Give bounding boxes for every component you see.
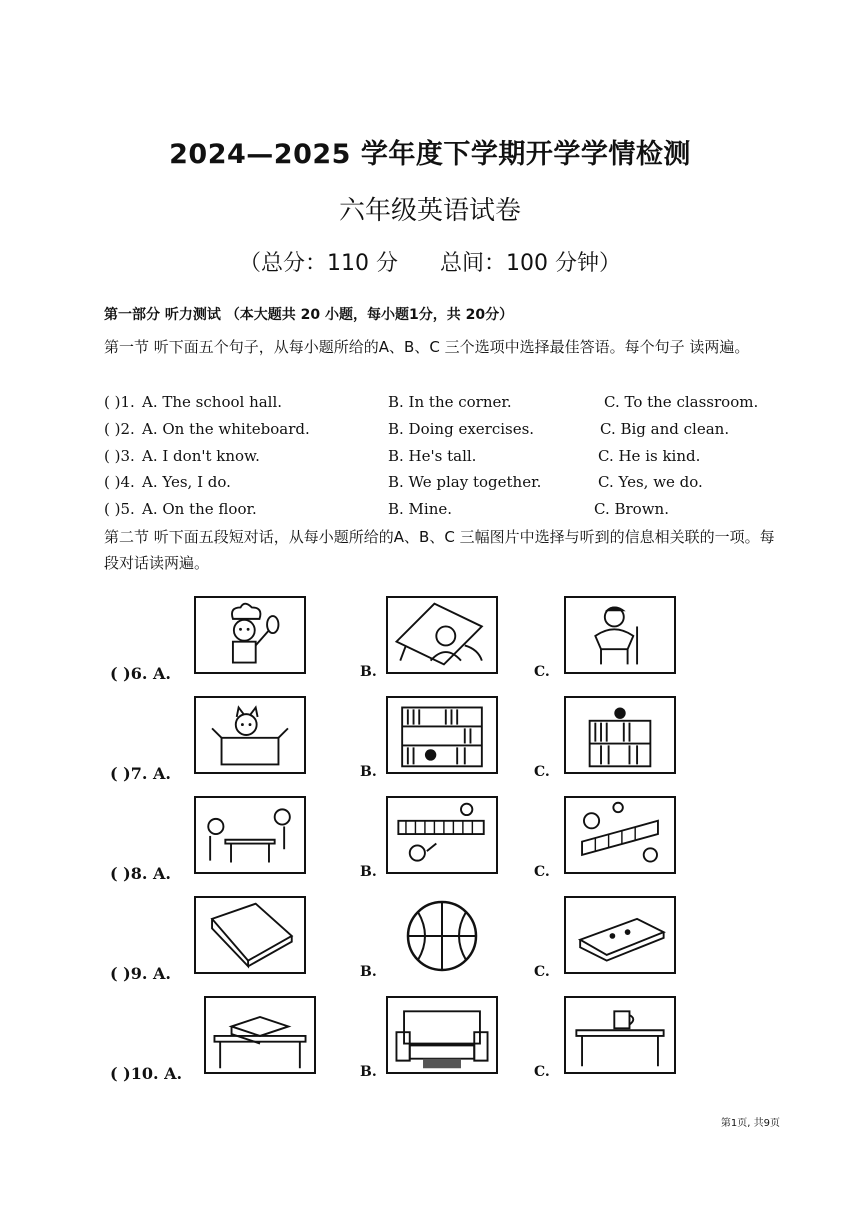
option-c-label: C. [534, 664, 550, 680]
option-a: A. Yes, I do. [142, 473, 231, 491]
sofa-icon[interactable] [386, 996, 498, 1074]
option-c: C. Yes, we do. [598, 473, 703, 491]
answer-blank[interactable]: ( )8. A. [110, 864, 171, 883]
picture-question-row [104, 596, 804, 696]
page-number: 第1页, 共9页 [720, 1118, 780, 1129]
option-a: A. I don't know. [142, 447, 260, 465]
badminton-icon[interactable] [386, 796, 498, 874]
question-row [104, 500, 804, 526]
option-c-label: C. [534, 864, 550, 880]
option-b-label: B. [360, 964, 377, 980]
worker-icon[interactable] [564, 596, 676, 674]
ping-pong-icon[interactable] [194, 796, 306, 874]
option-c: C. Brown. [594, 500, 669, 518]
boy-painting-icon[interactable] [386, 596, 498, 674]
picture-question-row [104, 796, 804, 896]
picture-question-row [104, 996, 804, 1096]
part1-heading: 第一部分 听力测试 （本大题共 20 小题，每小题1分，共 20分） [104, 307, 514, 323]
box-on-table-icon[interactable] [204, 996, 316, 1074]
option-b: B. We play together. [388, 473, 542, 491]
basketball-icon[interactable] [386, 896, 498, 974]
question-row [104, 393, 804, 419]
question-row [104, 473, 804, 499]
pencil-box-icon[interactable] [564, 896, 676, 974]
picture-question-row [104, 896, 804, 996]
cat-in-box-icon[interactable] [194, 696, 306, 774]
question-row [104, 420, 804, 446]
option-a: A. On the whiteboard. [142, 420, 310, 438]
option-c: C. Big and clean. [600, 420, 730, 438]
cup-on-table-icon[interactable] [564, 996, 676, 1074]
option-c: C. To the classroom. [604, 393, 759, 411]
answer-blank[interactable]: ( )2. [104, 420, 135, 438]
answer-blank[interactable]: ( )9. A. [110, 964, 171, 983]
answer-blank[interactable]: ( )5. [104, 500, 135, 518]
option-c: C. He is kind. [598, 447, 701, 465]
option-b-label: B. [360, 664, 377, 680]
option-a: A. The school hall. [142, 393, 283, 411]
score-info: （总分：110 分 总间：100 分钟） [239, 251, 621, 276]
option-b: B. He's tall. [388, 447, 477, 465]
option-c-label: C. [534, 964, 550, 980]
option-b-label: B. [360, 764, 377, 780]
option-c-label: C. [534, 764, 550, 780]
answer-blank[interactable]: ( )10. A. [110, 1064, 183, 1083]
answer-blank[interactable]: ( )4. [104, 473, 135, 491]
answer-blank[interactable]: ( )1. [104, 393, 135, 411]
bookcase-icon[interactable] [386, 696, 498, 774]
option-b: B. Doing exercises. [388, 420, 535, 438]
option-b-label: B. [360, 1064, 377, 1080]
cabinet-icon[interactable] [564, 696, 676, 774]
volleyball-icon[interactable] [564, 796, 676, 874]
answer-blank[interactable]: ( )7. A. [110, 764, 171, 783]
option-c-label: C. [534, 1064, 550, 1080]
chef-icon[interactable] [194, 596, 306, 674]
section2-instruction: 第二节 听下面五段短对话，从每小题所给的A、B、C 三幅图片中选择与听到的信息相关联的一项。每段对话读两遍。 [104, 528, 775, 572]
section1-instruction: 第一节 听下面五个句子，从每小题所给的A、B、C 三个选项中选择最佳答语。每个句子 读两遍。 [104, 338, 750, 356]
book-icon[interactable] [194, 896, 306, 974]
answer-blank[interactable]: ( )6. A. [110, 664, 171, 683]
exam-subtitle: 六年级英语试卷 [338, 196, 521, 226]
option-a: A. On the floor. [142, 500, 257, 518]
picture-question-row [104, 696, 804, 796]
option-b: B. In the corner. [388, 393, 512, 411]
question-row [104, 447, 804, 473]
option-b-label: B. [360, 864, 377, 880]
option-b: B. Mine. [388, 500, 453, 518]
answer-blank[interactable]: ( )3. [104, 447, 135, 465]
exam-title: 2024—2025 学年度下学期开学学情检测 [169, 139, 691, 170]
